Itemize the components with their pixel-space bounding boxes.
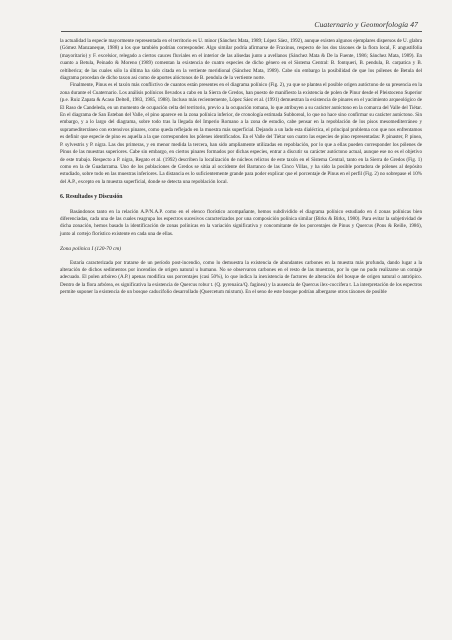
paragraph: Estaría caracterizada por tratarse de un período post-incendio, como lo demuestra la existencia de abundantes carbones en la muestra más profunda, dando lugar a la alteración de dichos sedimentos por incendios de origen natural u humano. No se observaron carbones en el resto de las muestras, por lo que no pudo realizarse un contaje adecuado. El polen arbóreo (A.P.) apenas modifica sus porcentajes (casi 50%), lo que indica la inexistencia de factores de alteración del bosque de origen natural o antrópico. Dentro de la flora arbórea, es significativa la existencia de Quercus robur t. (Q. pyrenaica/Q. faginea) y la ausencia de Quercus ilex-coccifera t. La interpretación de los espectros permite suponer la existencia de un bosque caducifolio desarrollado (Quercetum mixtum). En el seno de este bosque podrían albergarse otros táxones de posible (60, 259, 422, 296)
subsection-heading: Zona polínica I (120-70 cm) (60, 246, 122, 253)
running-header: Cuaternario y Geomorfología 47 (314, 20, 418, 29)
main-text (60, 38, 422, 297)
section-heading: 6. Resultados y Discusión (60, 194, 123, 201)
paragraph: la actualidad la especie mayormente representada en el territorio es U. minor (Sánchez Mata, 1989; López Sáez, 1992), aunque existen algunos ejemplares dispersos de U. glabra (Gómez Manzaneque, 1988) a los que también podrían corresponder. Algo similar podría afirmarse de Fraxinus, respecto de los dos táxones de la flora local, F. angustifolia (mayoritario) y F. excelsior, relegado a ciertos cauces fluviales en el interior de las alisedas junto a avellanos (Sánchez Mata & De la Fuente, 1986; Sánchez Mata, 1989). En cuanto a Betula, Peinado & Moreno (1989) comentan la existencia de cuatro especies de dicho género en el Sistema Central: B. fontqueri, B. pendula, B. carpatica y B. celtiberica; de las cuales sólo la última ha sido citada en la vertiente meridional (Sánchez Mata, 1989). Cabe sin embargo la posibilidad de que los pólenes de Betula del diagrama procedan de dicho taxon así como de aportes alóctonos de B. pendula de la vertiente norte. (60, 38, 422, 82)
paragraph: Basándonos tanto en la relación A.P/N.A.P. como en el elenco florístico acompañante, hemos subdividido el diagrama polínico estudiado en 4 zonas polínicas bien diferenciadas, cada una de las cuales reagrupa los espectros sucesivos caracterizados por una composición polínica similar (Birks & Birks, 1980). Para evitar la subjetividad de dicha zonación, hemos basado la identificación de zonas polínicas en la variación significativa y concomitante de los porcentajes de Pinus y Quercus (Pons & Reille, 1986), junto al cortejo florístico existente en cada una de ellas. (60, 208, 422, 237)
header-rule (61, 31, 422, 32)
paragraph: Finalmente, Pinus es el taxón más conflictivo de cuantos están presentes en el diagrama polínico (Fig. 2), ya que se plantea el posible origen autóctono de su presencia en la zona durante el Cuaternario. Los análisis polínicos llevados a cabo en la Sierra de Gredos, han puesto de manifiesto la existencia de polen de Pinur desde el Pleistoceno Superior (p.e. Ruiz Zapata & Acaso Deltell, 1983, 1985, 1988). Incluso más recientemente, López Sáez et al. (1991) demuestran la existencia de pinares en el yacimiento arqueológico de El Raso de Candeleda, en un momento de ocupación celta del territorio, previo a la ocupación romana, lo que atribuyen a su carácter autóctono en la comarca del Valle del Tiétar. En el diagrama de San Esteban del Valle, el pino aparece en la zona polínica inferior, de cronología estimada Subboreal, lo que no hace sino confirmar su carácter autóctono. Sin embargo, y a lo largo del diagrama, sobre todo tras la llegada del Imperio Romano a la zona de estudio, cabe pensar en la repoblación de los pisos mesomediterráneo y supramediterráneo con extensivos pinares, como queda reflejado en la muestra más superficial. Dejando a un lado esta dialéctica, el principal problema con que nos enfrentamos es definir que especie de pino es aquella a la que corresponden los pólenes identificados. En el Valle del Tiétar son cuatro las especies de pino representadas: P. pinaster, P. pinea, P. sylvestris y P. nigra. Las dos primeras, y en menor medida la tercera, han sido ampliamente utilizadas en repoblación, por lo que a ellas pueden corresponder los pólenes de Pinus de las muestras superiores. Cabe sin embargo, en ciertos pinares formados por dichas especies, entrar a discutir su carácter autóctono actual, aunque ese no es el objetivo de este trabajo. Respecto a P. nigra, Regato et al. (1992) describen la localización de núcleos relictos de este taxón en el Sistema Central, tanto en la Sierra de Gredos (Fig. 1) como en la de Guadarrama. Uno de los poblaciones de Gredos se sitúa al occidente del Barranco de las Cinco Villas, y ha sido la posible portadora de pólenes al depósito estudiado, sobre todo en las muestras inferiores. La distancia es lo suficientemente grande para poder explicar que el porcentaje de Pinus en el perfil (Fig. 2) no sobrepase el 10% del A.P., excepto en la muestra superficial, donde se detecta una repoblación local. (60, 82, 422, 185)
